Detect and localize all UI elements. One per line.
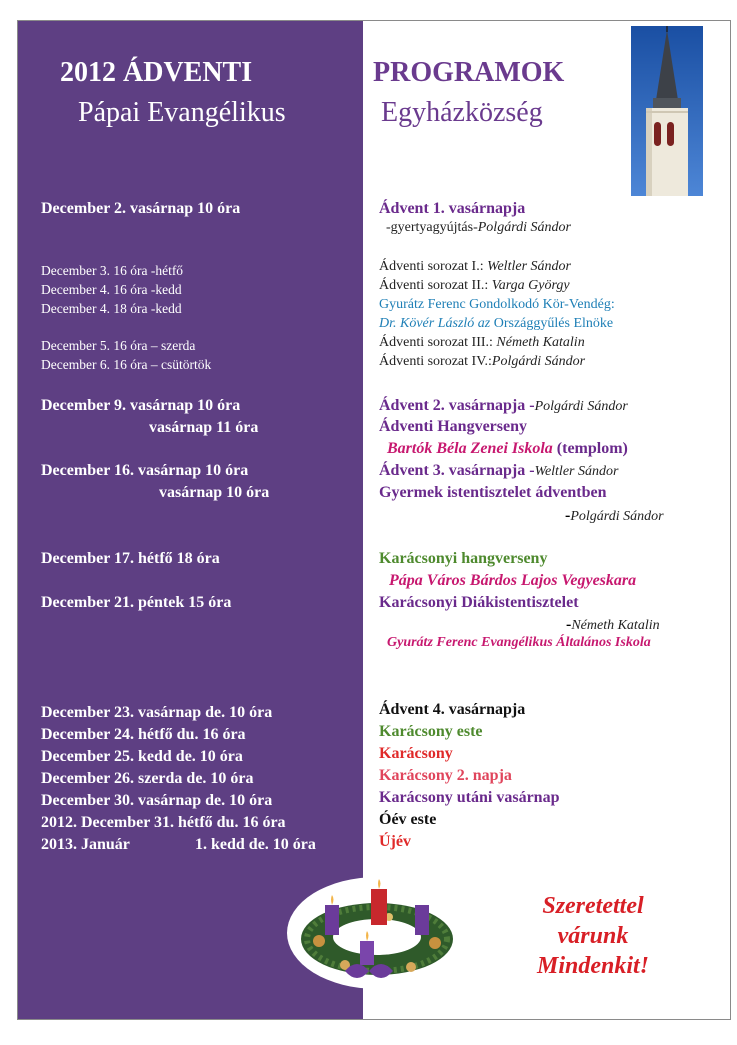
program-christmas: Karácsony <box>379 745 453 762</box>
date-dec-16: December 16. vasárnap 10 óra <box>41 462 249 479</box>
date-jan-1: 2013. Január <box>41 836 130 853</box>
program-children-service: Gyermek istentisztelet ádventben <box>379 484 607 501</box>
program-christmas-concert: Karácsonyi hangverseny <box>379 550 548 567</box>
program-christmas-2: Karácsony 2. napja <box>379 767 512 784</box>
subtitle-right: Egyházközség <box>381 97 543 128</box>
date-dec-31: 2012. December 31. hétfő du. 16 óra <box>41 814 286 831</box>
program-children-service-sub: -Polgárdi Sándor <box>565 507 664 524</box>
title-right: PROGRAMOK <box>373 57 565 88</box>
program-school: Gyurátz Ferenc Evangélikus Általános Iskola <box>387 635 651 650</box>
program-advent-2: Ádvent 2. vasárnapja -Polgárdi Sándor <box>379 397 628 414</box>
date-dec-4-a: December 4. 16 óra -kedd <box>41 282 182 297</box>
date-dec-3: December 3. 16 óra -hétfő <box>41 263 184 278</box>
left-purple-panel <box>18 21 363 1019</box>
subtitle-left: Pápai Evangélikus <box>78 97 286 128</box>
date-dec-21: December 21. péntek 15 óra <box>41 594 232 611</box>
date-dec-6: December 6. 16 óra – csütörtök <box>41 357 212 372</box>
program-advent-1: Ádvent 1. vasárnapja <box>379 200 526 217</box>
program-advent-concert: Ádventi Hangverseny <box>379 418 527 435</box>
date-dec-24: December 24. hétfő du. 16 óra <box>41 726 246 743</box>
date-dec-23: December 23. vasárnap de. 10 óra <box>41 704 273 721</box>
closing-line-1: Szeretettel <box>542 893 644 919</box>
program-advent-4: Ádvent 4. vasárnapja <box>379 701 526 718</box>
date-dec-26: December 26. szerda de. 10 óra <box>41 770 254 787</box>
date-dec-25: December 25. kedd de. 10 óra <box>41 748 243 765</box>
series-4: Ádventi sorozat IV.:Polgárdi Sándor <box>379 354 586 369</box>
date-dec-5: December 5. 16 óra – szerda <box>41 338 196 353</box>
date-dec-9-b: vasárnap 11 óra <box>149 419 259 436</box>
guest-line-1: Gyurátz Ferenc Gondolkodó Kör-Vendég: <box>379 297 615 312</box>
series-1: Ádventi sorozat I.: Weltler Sándor <box>379 259 571 274</box>
program-new-year: Újév <box>379 833 411 850</box>
date-dec-17: December 17. hétfő 18 óra <box>41 550 220 567</box>
program-student-service: Karácsonyi Diákistentisztelet <box>379 594 579 611</box>
program-student-service-sub: -Németh Katalin <box>566 616 660 633</box>
closing-line-3: Mindenkit! <box>536 953 650 979</box>
program-bartok-school: Bartók Béla Zenei Iskola (templom) <box>387 440 628 457</box>
program-choir: Pápa Város Bárdos Lajos Vegyeskara <box>389 572 637 589</box>
date-dec-2: December 2. vasárnap 10 óra <box>41 200 241 217</box>
date-dec-4-b: December 4. 18 óra -kedd <box>41 301 182 316</box>
program-christmas-eve: Karácsony este <box>379 723 483 740</box>
program-after-christmas: Karácsony utáni vasárnap <box>379 789 560 806</box>
program-advent-3: Ádvent 3. vasárnapja -Weltler Sándor <box>379 462 619 479</box>
program-new-years-eve: Óév este <box>379 811 437 828</box>
title-left: 2012 ÁDVENTI <box>60 57 253 88</box>
poster-frame <box>17 20 731 1020</box>
program-advent-1-sub: -gyertyagyújtás-Polgárdi Sándor <box>386 220 571 235</box>
date-dec-30: December 30. vasárnap de. 10 óra <box>41 792 273 809</box>
church-tower-image <box>631 26 703 196</box>
series-3: Ádventi sorozat III.: Németh Katalin <box>379 335 585 350</box>
date-dec-9: December 9. vasárnap 10 óra <box>41 397 241 414</box>
guest-line-2: Dr. Kövér László az Országgyűlés Elnöke <box>379 316 614 331</box>
date-dec-16-b: vasárnap 10 óra <box>159 484 270 501</box>
advent-wreath-image <box>285 871 470 991</box>
series-2: Ádventi sorozat II.: Varga György <box>379 278 570 293</box>
date-jan-1-time: 1. kedd de. 10 óra <box>195 836 316 853</box>
closing-line-2: várunk <box>557 923 629 949</box>
